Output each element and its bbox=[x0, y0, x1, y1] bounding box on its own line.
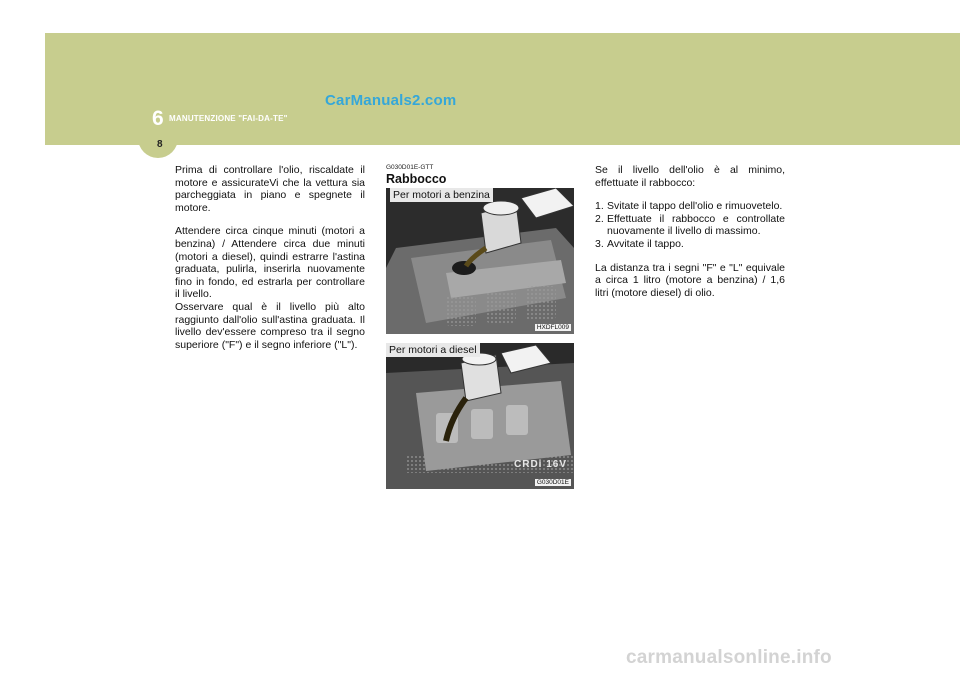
chapter-title: MANUTENZIONE "FAI-DA-TE" bbox=[169, 114, 288, 123]
figure-diesel-label: Per motori a diesel bbox=[386, 343, 480, 357]
paragraph-warm-engine: Prima di controllare l'olio, riscaldate il motore e assicurateVi che la vettura sia parcheggiata in piano e spegnete il motore. bbox=[175, 164, 365, 214]
diesel-badge: CRDi 16V bbox=[514, 459, 568, 470]
refill-intro: Se il livello dell'olio è al minimo, effettuate il rabbocco: bbox=[595, 164, 785, 189]
paragraph-check-level: Osservare qual è il livello più alto raggiunto dall'olio sull'astina graduata. Il livello dev'essere compreso tra il segno superiore ("F") e il segno inferiore ("L"). bbox=[175, 300, 365, 351]
header-band bbox=[45, 33, 960, 145]
left-column bbox=[175, 164, 365, 362]
petrol-engine-illustration bbox=[386, 188, 574, 334]
figure-diesel-engine bbox=[386, 343, 574, 489]
right-column bbox=[595, 164, 785, 310]
section-heading: Rabbocco bbox=[386, 172, 447, 186]
refill-steps bbox=[595, 200, 785, 250]
watermark-top[interactable]: CarManuals2.com bbox=[325, 92, 457, 109]
section-code: G030D01E-GTT bbox=[386, 164, 434, 171]
figure-diesel-code: G030D01E bbox=[536, 479, 569, 486]
watermark-bottom: carmanualsonline.info bbox=[626, 647, 832, 668]
oil-distance-note: La distanza tra i segni "F" e "L" equivale a circa 1 litro (motore a benzina) / 1,6 litri (motore diesel) di olio. bbox=[595, 261, 785, 299]
figure-petrol-engine bbox=[386, 188, 574, 334]
figure-petrol-label: Per motori a benzina bbox=[390, 188, 493, 202]
paragraph-wait-dipstick: Attendere circa cinque minuti (motori a benzina) / Attendere circa due minuti (motori a diesel), quindi estrarre l'astina graduata, pulirla, inserirla nuovamente fino in fondo, ed estrarla per controllare il livello. bbox=[175, 225, 365, 301]
page-number: 8 bbox=[157, 139, 163, 150]
figure-petrol-code: HXDFL009 bbox=[536, 324, 569, 331]
list-item: 1. Svitate il tappo dell'olio e rimuovetelo. bbox=[595, 200, 783, 213]
list-item: 2. Effettuate il rabbocco e controllate nuovamente il livello di massimo. bbox=[595, 212, 785, 238]
list-item: 3. Avvitate il tappo. bbox=[595, 237, 684, 250]
chapter-number: 6 bbox=[152, 107, 164, 130]
